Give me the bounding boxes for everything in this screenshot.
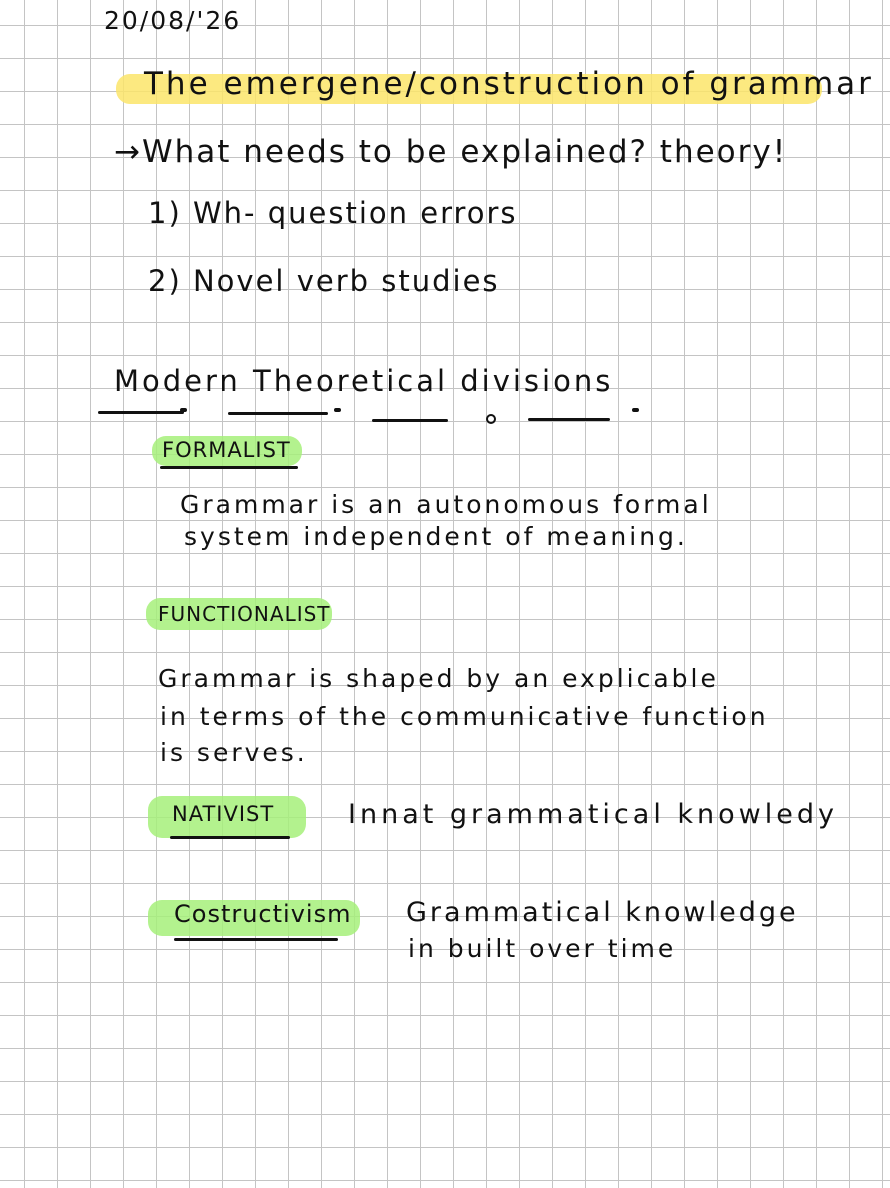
section-heading: Modern Theoretical divisions — [114, 364, 614, 398]
heading-dash — [180, 408, 187, 412]
heading-underline — [528, 418, 610, 421]
definition-line: in built over time — [408, 934, 677, 963]
term-constructivism: Costructivism — [174, 900, 352, 928]
term-underline — [170, 836, 290, 839]
note-title: The emergene/construction of grammar — [144, 66, 874, 102]
definition-line: Grammar is an autonomous formal — [180, 490, 712, 519]
heading-underline — [98, 411, 184, 414]
term-underline — [174, 938, 338, 941]
definition-line: Grammatical knowledge — [406, 897, 799, 928]
term-formalist: FORMALIST — [162, 438, 291, 462]
definition-line: is serves. — [160, 738, 308, 767]
heading-dash — [632, 408, 639, 412]
heading-underline — [228, 412, 328, 415]
note-date: 20/08/'26 — [104, 6, 242, 35]
definition-line: system independent of meaning. — [184, 522, 688, 551]
list-item: 2) Novel verb studies — [148, 264, 500, 298]
guiding-question: →What needs to be explained? theory! — [114, 134, 788, 170]
heading-underline — [372, 419, 448, 422]
definition-line: Grammar is shaped by an explicable — [158, 664, 719, 693]
list-item: 1) Wh- question errors — [148, 196, 518, 230]
term-nativist: NATIVIST — [172, 802, 275, 826]
definition-line: Innat grammatical knowledy — [348, 799, 838, 830]
term-underline — [160, 466, 298, 469]
heading-circle — [486, 414, 496, 424]
term-functionalist: FUNCTIONALIST — [158, 602, 331, 626]
definition-line: in terms of the communicative function — [160, 702, 769, 731]
heading-dash — [334, 408, 341, 412]
